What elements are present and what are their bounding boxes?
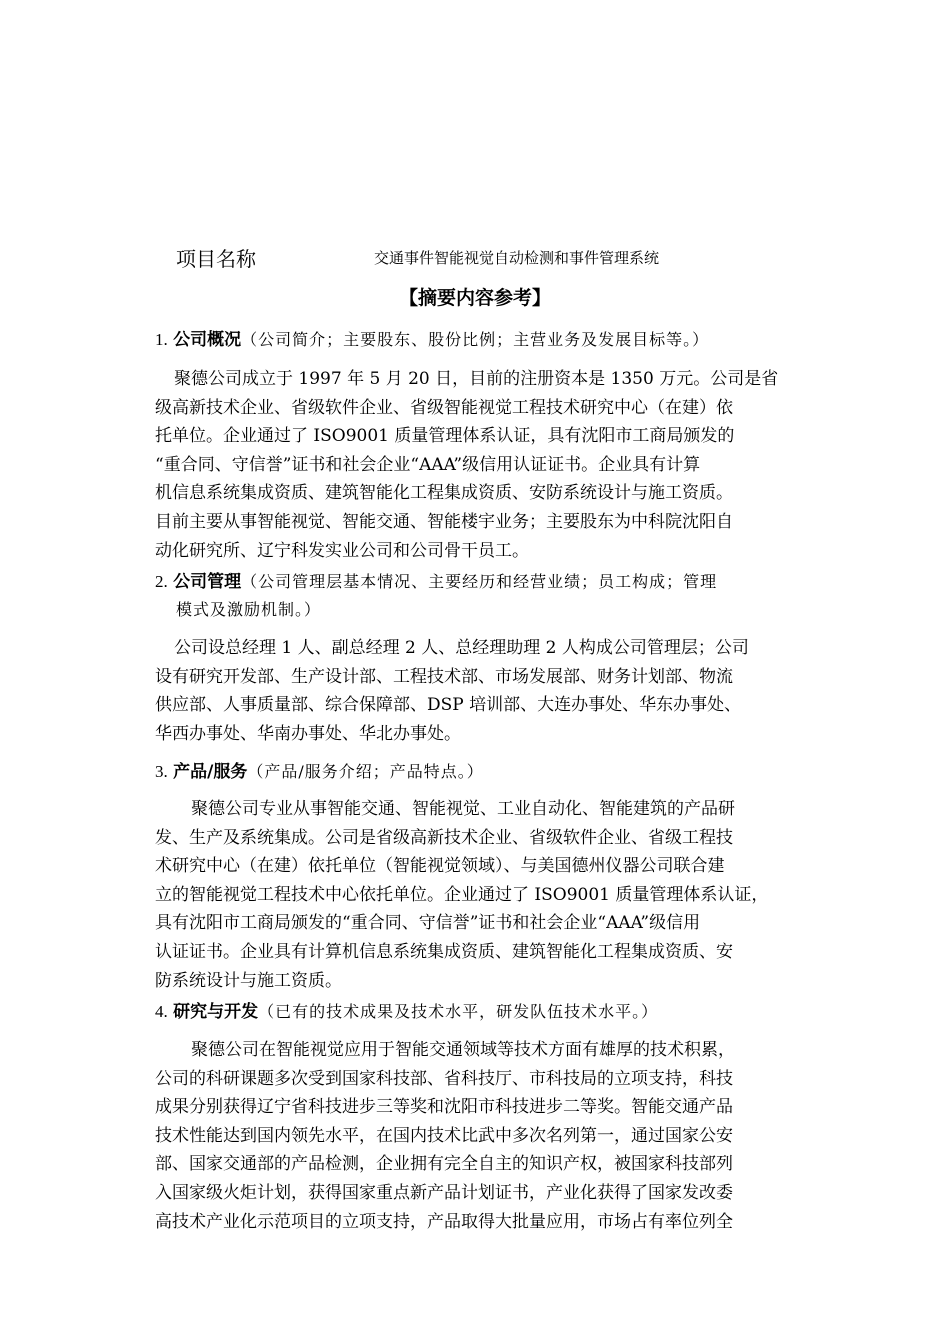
section-title: 产品/服务 <box>173 762 248 782</box>
section-hint: （公司简介；主要股东、股份比例；主营业务及发展目标等。） <box>241 330 710 349</box>
section-title: 公司管理 <box>173 572 242 592</box>
body-line: 公司设总经理 1 人、副总经理 2 人、总经理助理 2 人构成公司管理层；公司 <box>174 638 749 658</box>
body-line: 术研究中心（在建）依托单位（智能视觉领域）、与美国德州仪器公司联合建 <box>155 856 725 877</box>
section-4-body <box>155 1036 811 1236</box>
section-hint-continued: 模式及激励机制。） <box>176 600 322 619</box>
body-line: 目前主要从事智能视觉、智能交通、智能楼宇业务；主要股东为中科院沈阳自 <box>155 511 733 532</box>
section-2-body <box>155 634 811 748</box>
section-number: 3. <box>155 762 168 781</box>
section-number: 4. <box>155 1002 168 1021</box>
section-number: 1. <box>155 330 168 349</box>
body-line: 聚德公司专业从事智能交通、智能视觉、工业自动化、智能建筑的产品研 <box>191 799 735 819</box>
body-line: 具有沈阳市工商局颁发的“重合同、守信誉”证书和社会企业“AAA”级信用 <box>155 913 701 934</box>
project-row <box>176 243 876 271</box>
section-3-heading <box>155 758 815 786</box>
body-line: 部、国家交通部的产品检测，企业拥有完全自主的知识产权，被国家科技部列 <box>155 1154 733 1175</box>
body-line: 聚德公司在智能视觉应用于智能交通领域等技术方面有雄厚的技术积累， <box>191 1040 735 1060</box>
body-line: 供应部、人事质量部、综合保障部、DSP 培训部、大连办事处、华东办事处、 <box>155 695 742 716</box>
body-line: 入国家级火炬计划，获得国家重点新产品计划证书，产业化获得了国家发改委 <box>155 1182 733 1203</box>
body-line: 机信息系统集成资质、建筑智能化工程集成资质、安防系统设计与施工资质。 <box>155 483 733 504</box>
section-title: 公司概况 <box>173 330 242 350</box>
body-line: 动化研究所、辽宁科发实业公司和公司骨干员工。 <box>155 540 529 561</box>
body-line: 高技术产业化示范项目的立项支持，产品取得大批量应用，市场占有率位列全 <box>155 1211 733 1232</box>
section-1-body <box>155 365 811 565</box>
body-line: 聚德公司成立于 1997 年 5 月 20 日，目前的注册资本是 1350 万元。公司是省 <box>174 369 779 389</box>
body-line: 发、生产及系统集成。公司是省级高新技术企业、省级软件企业、省级工程技 <box>155 827 733 848</box>
section-1-heading <box>155 326 815 354</box>
abstract-title: 【摘要内容参考】 <box>398 287 551 309</box>
section-hint: （产品/服务介绍；产品特点。） <box>247 762 484 781</box>
project-name-label: 项目名称 <box>176 247 256 271</box>
body-line: 华西办事处、华南办事处、华北办事处。 <box>155 723 461 744</box>
body-line: “重合同、守信誉”证书和社会企业“AAA”级信用认证证书。企业具有计算 <box>155 454 701 475</box>
body-line: 立的智能视觉工程技术中心依托单位。企业通过了 ISO9001 质量管理体系认证， <box>155 884 769 905</box>
body-line: 认证证书。企业具有计算机信息系统集成资质、建筑智能化工程集成资质、安 <box>155 941 733 962</box>
section-3-body <box>155 795 811 995</box>
body-line: 防系统设计与施工资质。 <box>155 970 342 991</box>
body-line: 公司的科研课题多次受到国家科技部、省科技厅、市科技局的立项支持，科技 <box>155 1068 733 1089</box>
section-4-heading <box>155 998 815 1026</box>
body-line: 托单位。企业通过了 ISO9001 质量管理体系认证，具有沈阳市工商局颁发的 <box>155 426 735 447</box>
body-line: 技术性能达到国内领先水平，在国内技术比武中多次名列第一，通过国家公安 <box>155 1125 733 1146</box>
body-line: 成果分别获得辽宁省科技进步三等奖和沈阳市科技进步二等奖。智能交通产品 <box>155 1097 733 1118</box>
project-name-value: 交通事件智能视觉自动检测和事件管理系统 <box>374 249 660 267</box>
section-hint: （已有的技术成果及技术水平，研发队伍技术水平。） <box>258 1002 659 1021</box>
section-title: 研究与开发 <box>173 1002 259 1022</box>
section-hint: （公司管理层基本情况、主要经历和经营业绩；员工构成；管理 <box>241 572 718 591</box>
section-number: 2. <box>155 572 168 591</box>
section-2-heading <box>155 568 815 624</box>
body-line: 级高新技术企业、省级软件企业、省级智能视觉工程技术研究中心（在建）依 <box>155 397 733 418</box>
body-line: 设有研究开发部、生产设计部、工程技术部、市场发展部、财务计划部、物流 <box>155 666 733 687</box>
